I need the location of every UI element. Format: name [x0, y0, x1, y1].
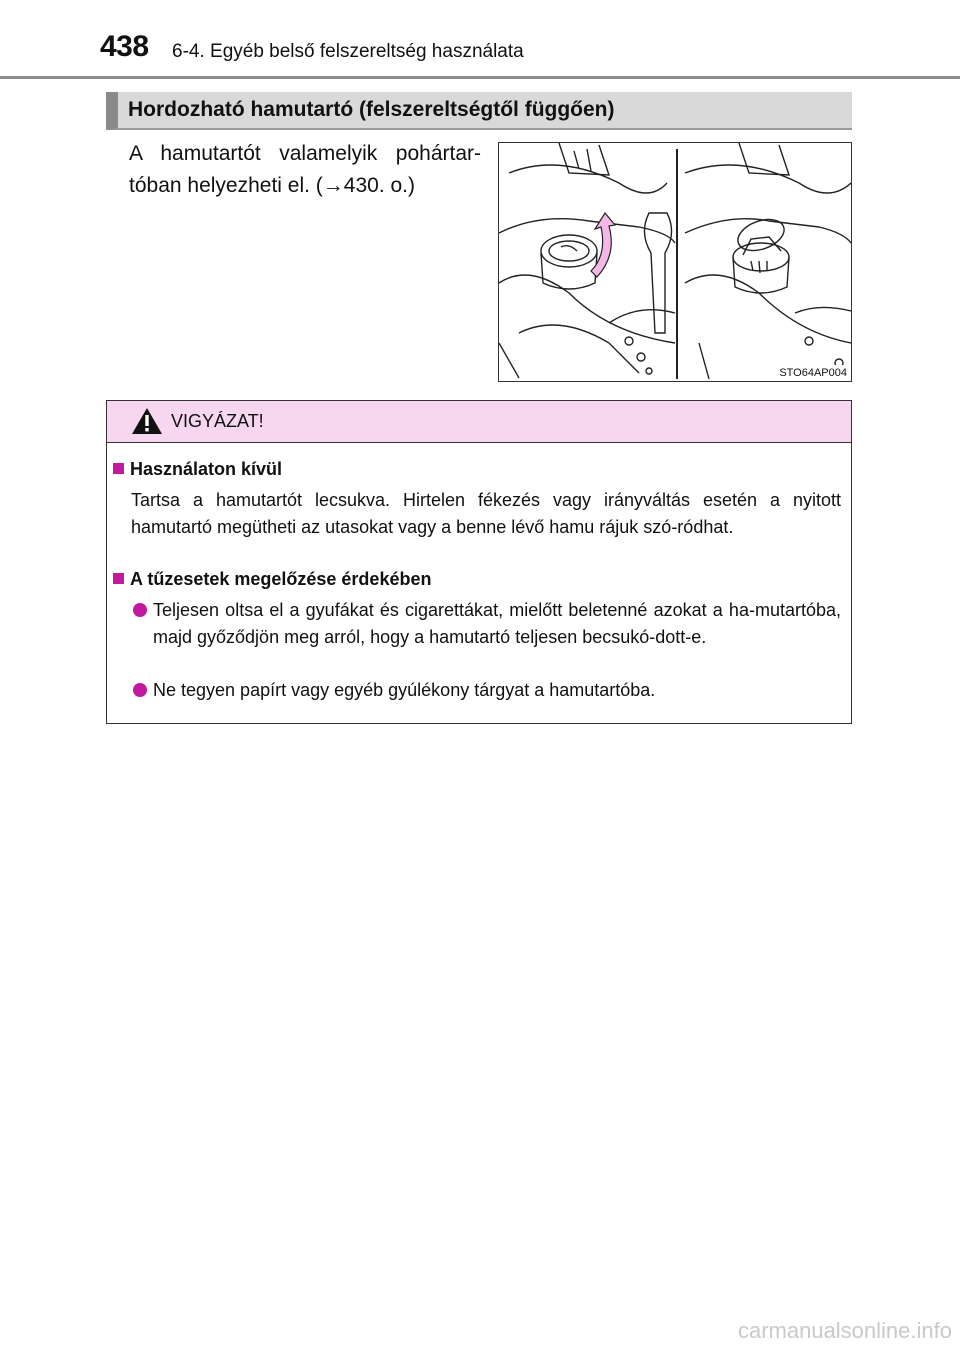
caution-box — [106, 400, 852, 724]
header-rule — [0, 76, 960, 79]
indicator — [625, 337, 633, 345]
caution-bullet — [133, 677, 841, 704]
indicator — [646, 368, 652, 374]
ashtray-lid-inner — [549, 241, 589, 261]
edge-line — [499, 343, 519, 378]
console-lower — [685, 275, 851, 343]
dash-curve — [509, 165, 667, 193]
watermark: carmanualsonline.info — [737, 1318, 952, 1343]
ashtray-body-open — [733, 257, 789, 293]
caution-item-title-text: A tűzesetek megelőzése érdekében — [130, 569, 432, 589]
caution-item-title-text: Használaton kívül — [130, 459, 283, 479]
round-bullet-icon — [133, 683, 147, 697]
intro-text-main: A hamutartót valamelyik pohártar-tóban helyezheti el. ( — [129, 142, 481, 197]
section-title-bar — [106, 92, 852, 130]
caution-bullet-text: Teljesen oltsa el a gyufákat és cigarettákat, mielőtt beletenné azokat a ha-mutartóba, majd győződjön meg arról, hogy a hamutartó teljesen becsukó-dott-e. — [153, 600, 841, 647]
running-head: 6-4. Egyéb belső felszereltség használata — [172, 41, 524, 62]
square-bullet-icon — [113, 463, 124, 474]
page-number: 438 — [100, 30, 149, 63]
ashtray-drawing — [499, 143, 851, 381]
indicator — [805, 337, 813, 345]
arrow-glyph: → — [322, 174, 344, 197]
ashtray-lid-open — [743, 237, 781, 255]
caution-item-text: Tartsa a hamutartót lecsukva. Hirtelen fékezés vagy irányváltás esetén a nyitott hamutartó megütheti az utasokat vagy a benne lévő hamu rájuk szó-ródhat. — [131, 490, 841, 537]
figure-code: STO64AP004 — [779, 367, 847, 379]
caution-heading: VIGYÁZAT! — [171, 411, 264, 431]
caution-item-title — [113, 459, 282, 480]
intro-page-ref: 430. o.) — [343, 174, 416, 197]
dash-curve — [685, 165, 851, 193]
intro-text — [129, 138, 481, 202]
round-bullet-icon — [133, 603, 147, 617]
caution-bullet — [133, 597, 841, 651]
ashtray-illustration — [498, 142, 852, 382]
indicator — [637, 353, 645, 361]
ashtray-body — [541, 253, 597, 289]
caution-item-title — [113, 569, 431, 590]
gear-lever — [644, 213, 671, 333]
console-lower — [499, 275, 675, 343]
section-title: Hordozható hamutartó (felszereltségtől függően) — [128, 98, 615, 121]
lid-tab — [561, 246, 577, 251]
caution-bullet-text: Ne tegyen papírt vagy egyéb gyúlékony tárgyat a hamutartóba. — [153, 680, 656, 700]
shift-gate — [795, 307, 851, 313]
caution-header — [107, 401, 851, 443]
warning-icon — [131, 407, 163, 435]
edge-line — [699, 343, 709, 379]
console-curve — [519, 325, 639, 373]
console-edge — [685, 219, 851, 243]
square-bullet-icon — [113, 573, 124, 584]
